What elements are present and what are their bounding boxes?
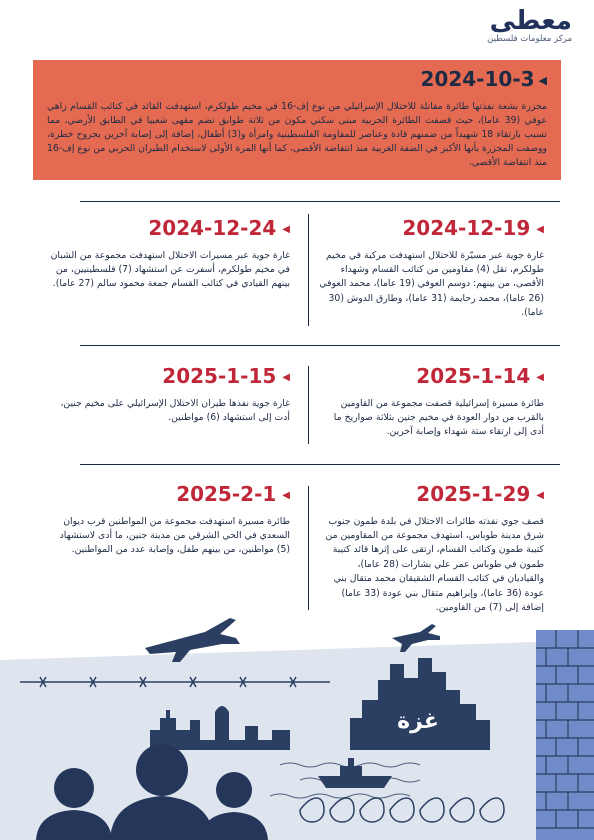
brand-subtitle: مركز معلومات فلسطين xyxy=(487,34,572,44)
brick-wall-icon xyxy=(536,630,594,840)
pointer-arrow-icon: ◀ xyxy=(538,73,547,87)
pointer-arrow-icon: ◀ xyxy=(282,489,290,501)
entry-date: 2024-12-19 xyxy=(402,216,531,240)
timeline-divider xyxy=(80,201,560,202)
timeline-entry xyxy=(50,215,290,292)
featured-event-date-row xyxy=(47,66,547,94)
featured-event-date: 2024-10-3 xyxy=(420,67,535,91)
pointer-arrow-icon: ◀ xyxy=(536,223,544,235)
gaza-label: غزة xyxy=(397,709,439,734)
entry-text: غارة جوية عبر مسيّرة للاحتلال استهدفت مركبة في مخيم طولكرم، تقل (4) مقاومين من كتائب القسام وشهداء الأقصى، من بينهم: دوسم العوفي (19 عاما)، محمد العوفي (26 عاما)، محمد رحايمة (31 عاما)، وطارق الدوش (30 عاما). xyxy=(319,249,544,319)
entry-text: قصف جوي نفذته طائرات الاحتلال في بلدة طمون جنوب شرق مدينة طوباس، استهدف مجموعة من المقاومين من كتيبة طمون وكتائب القسام، ارتقى على إثرها قائد كتيبة طمون في طوباس عمر علي بشارات (28 عاما)، والقياديان في كتائب القسام الشقيقان محمد متقال بني عودة (36 عاما)، وإبراهيم متقال بني عودة (33 عاما) إضافة إلى (7) من القاومين. xyxy=(325,515,544,613)
entry-text: طائرة مسيرة استهدفت مجموعة من المواطنين قرب ديوان السعدي في الحي الشرقي من مدينة جنين، ما أدى لاستشهاد (5) مواطنين، من بينهم طفل، وإصابة عدد من المواطنين. xyxy=(59,515,290,556)
timeline-entry xyxy=(318,215,544,321)
featured-event-card xyxy=(33,60,561,180)
timeline-center-line xyxy=(308,366,309,444)
pointer-arrow-icon: ◀ xyxy=(282,371,290,383)
brand-logo xyxy=(452,6,572,44)
timeline-divider xyxy=(80,345,560,346)
bottom-illustration xyxy=(0,600,594,840)
entry-text: طائرة مسيرة إسرائيلية قصفت مجموعة من القاومين بالقرب من دوار العودة في مخيم جنين بثلاثة صواريخ ما أدى إلى ارتقاء ستة شهداء وإصابة آخرين. xyxy=(333,397,544,438)
entry-text: غارة جوية عبر مسيرات الاحتلال استهدفت مجموعة من الشبان في مخيم طولكرم، أسفرت عن استشهاد (7) فلسطينيين، من بينهم القيادي في كتائب القسام جمعة محمود سالم (27 عاما). xyxy=(50,249,290,290)
timeline-entry xyxy=(50,481,290,558)
pointer-arrow-icon: ◀ xyxy=(282,223,290,235)
entry-date: 2025-1-29 xyxy=(416,482,531,506)
entry-date: 2025-1-14 xyxy=(416,364,531,388)
timeline-center-line xyxy=(308,486,309,610)
entry-date: 2024-12-24 xyxy=(148,216,277,240)
timeline-divider xyxy=(80,464,560,465)
timeline-entry xyxy=(318,481,544,615)
pointer-arrow-icon: ◀ xyxy=(536,489,544,501)
timeline-center-line xyxy=(308,214,309,326)
timeline-entry xyxy=(50,363,290,425)
pointer-arrow-icon: ◀ xyxy=(536,371,544,383)
entry-text: غارة جوية نفذها طيران الاحتلال الإسرائيلي على مخيم جنين، أدت إلى استشهاد (6) مواطنين. xyxy=(60,397,290,423)
featured-event-text: مجزرة بشعة نفذتها طائرة مقاتلة للاحتلال الإسرائيلي من نوع إف-16 في مخيم طولكرم، استهدفت القائد في كتائب القسام زاهي عوفي (39 عاما)، حيث قصفت الطائرة الحربية مبنى سكني مكون من ثلاثة طوابق تضم مقهى شعبيا في الطابق الأرضي، مما تسبب بارتقاء 18 شهيداً من ضمنهم قادة وعناصر للمقاومة الفلسطينية وامرأة و(3) أطفال، إضافة إلى إصابة آخرين بجروح خطرة، ووصفت المجزرة بأنها الأكبر في الضفة الغربية منذ انتفاضة الأقصى، كما أنها المرة الأولى لاستخدام الطيران الحربي من نوع إف-16 منذ انتفاضة الأقصى. xyxy=(47,100,547,169)
timeline-entry xyxy=(318,363,544,440)
entry-date: 2025-1-15 xyxy=(162,364,277,388)
brand-name: معطى xyxy=(489,6,572,36)
entry-date: 2025-2-1 xyxy=(176,482,277,506)
